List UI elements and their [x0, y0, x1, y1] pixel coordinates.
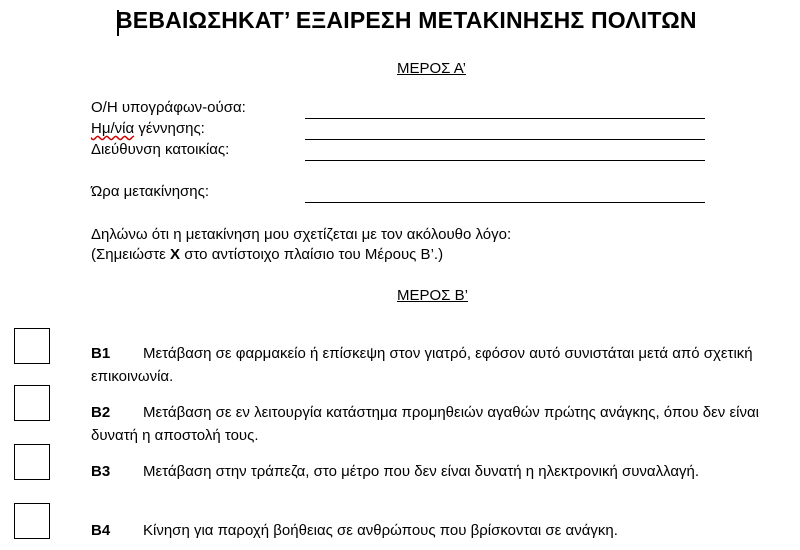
reason-text: Μετάβαση στην τράπεζα, στο μέτρο που δεν είναι δυνατή η ηλεκτρονική συναλλαγή.: [143, 463, 700, 480]
reason-b4: [91, 519, 796, 542]
checkbox-b2[interactable]: [14, 385, 50, 421]
movement-time-label: Ώρα μετακίνησης:: [91, 183, 210, 200]
signer-label: Ο/Η υπογράφων-ούσα:: [91, 99, 246, 116]
address-field[interactable]: [305, 160, 705, 161]
reason-code: Β2: [91, 404, 111, 421]
reason-text: Μετάβαση σε εν λειτουργία κατάστημα προμηθειών αγαθών πρώτης ανάγκης, όπου δεν είναι δυνατή η αποστολή τους.: [91, 404, 759, 444]
reason-code: Β1: [91, 345, 111, 362]
reason-b3: [91, 460, 796, 483]
birthdate-label: Ημ/νία γέννησης:: [91, 120, 205, 137]
instruction-note: (Σημειώστε Χ στο αντίστοιχο πλαίσιο του Μέρους Β’.): [91, 246, 444, 263]
reason-b2: [91, 401, 796, 447]
checkbox-b1[interactable]: [14, 328, 50, 364]
document-title: ΒΕΒΑΙΩΣΗΚΑΤ’ ΕΞΑΙΡΕΣΗ ΜΕΤΑΚΙΝΗΣΗΣ ΠΟΛΙΤΩΝ: [116, 7, 697, 33]
checkbox-b4[interactable]: [14, 503, 50, 539]
part-b-heading: ΜΕΡΟΣ Β’: [397, 287, 468, 304]
reason-code: Β3: [91, 463, 111, 480]
reason-text: Κίνηση για παροχή βοήθειας σε ανθρώπους που βρίσκονται σε ανάγκη.: [143, 522, 618, 539]
reason-text: Μετάβαση σε φαρμακείο ή επίσκεψη στον γιατρό, εφόσον αυτό συνιστάται μετά από σχετική επικοινωνία.: [91, 345, 753, 385]
birthdate-field[interactable]: [305, 139, 705, 140]
movement-time-field[interactable]: [305, 202, 705, 203]
declaration-text: Δηλώνω ότι η μετακίνηση μου σχετίζεται με τον ακόλουθο λόγο:: [91, 226, 512, 243]
checkbox-b3[interactable]: [14, 444, 50, 480]
signer-field[interactable]: [305, 118, 705, 119]
mark-x: Χ: [170, 246, 181, 263]
address-label: Διεύθυνση κατοικίας:: [91, 141, 230, 158]
part-a-heading: ΜΕΡΟΣ Α’: [397, 60, 467, 77]
reason-code: Β4: [91, 522, 111, 539]
reason-b1: [91, 342, 796, 388]
